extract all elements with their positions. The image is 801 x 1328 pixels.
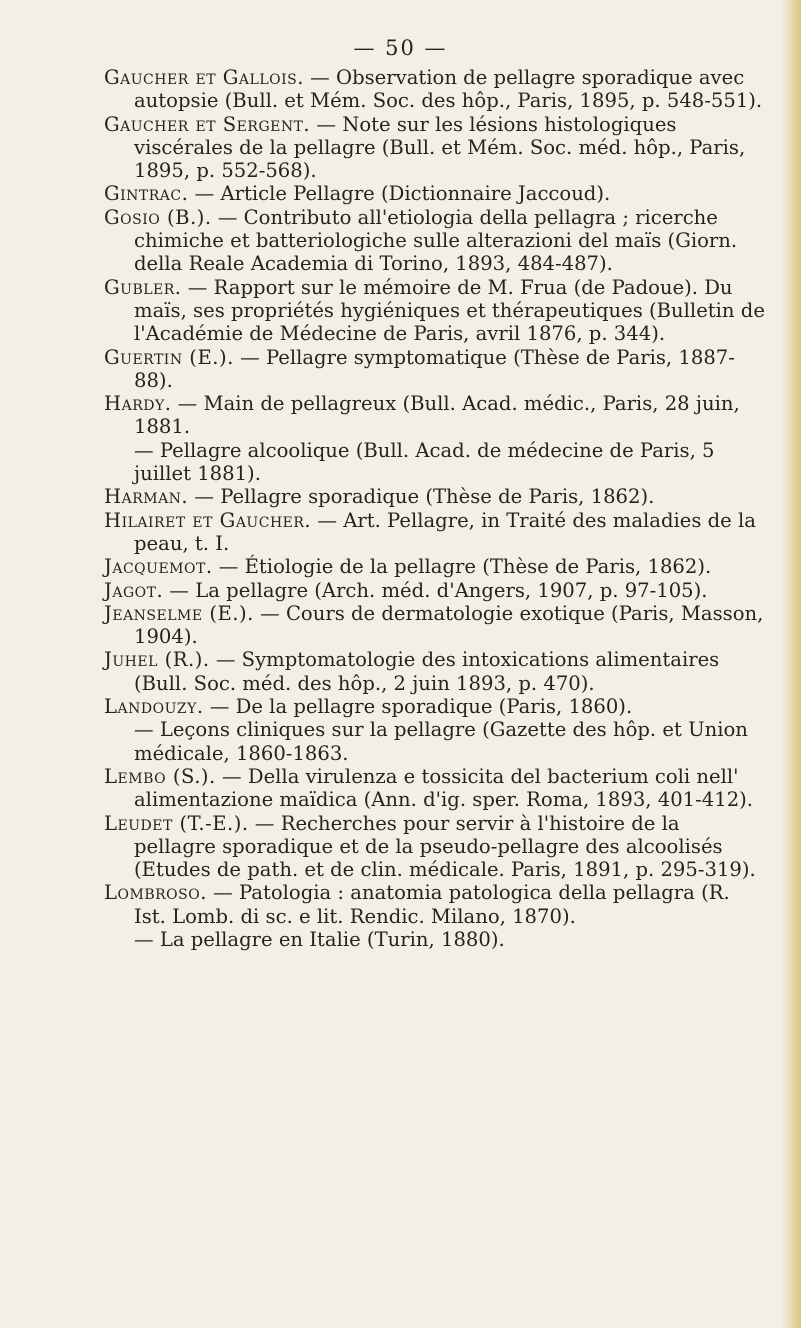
entry-separator: —	[181, 275, 214, 299]
entry-author: Jagot.	[104, 578, 164, 602]
entry-separator: —	[134, 718, 160, 742]
entry-text: De la pellagre sporadique (Paris, 1860).	[235, 695, 633, 719]
entry-author: Hardy.	[104, 392, 172, 416]
entry-author: Harman.	[104, 485, 189, 509]
entry-text: Art. Pellagre, in Traité des maladies de la peau, t. I.	[134, 508, 756, 555]
bibliography-entry	[104, 113, 766, 183]
bibliography-entry	[104, 718, 766, 765]
entry-separator: —	[233, 345, 266, 369]
entry-author: Jacquemot.	[104, 555, 213, 579]
entry-author: Lembo (S.).	[104, 764, 216, 788]
entry-text: Cours de dermatologie exotique (Paris, Masson, 1904).	[134, 601, 764, 649]
entry-separator: —	[211, 205, 244, 229]
entry-author: Juhel (R.).	[104, 648, 210, 672]
entry-separator: —	[253, 601, 286, 625]
entry-text: Pellagre alcoolique (Bull. Acad. de médecine de Paris, 5 juillet 1881).	[134, 438, 715, 486]
entry-separator: —	[310, 112, 343, 136]
entry-author: Gintrac.	[104, 182, 189, 206]
entry-text: Pellagre symptomatique (Thèse de Paris, 1887-88).	[134, 345, 735, 392]
entry-separator: —	[311, 508, 344, 532]
bibliography-entry	[104, 392, 766, 439]
bibliography-entry	[104, 555, 766, 578]
entry-text: Étiologie de la pellagre (Thèse de Paris, 1862).	[244, 555, 712, 579]
entry-author: Gaucher et Gallois.	[104, 66, 304, 89]
entry-author: Lombroso.	[104, 881, 207, 905]
bibliography-entry	[104, 812, 766, 882]
bibliography-entry	[104, 928, 766, 951]
entry-author: Gubler.	[104, 275, 182, 299]
entry-text: Contributo all'etiologia della pellagra ; ricerche chimiche et batteriologiche sulle alterazioni del maïs (Giorn. della Reale Academia di Torino, 1893, 484-487).	[134, 205, 738, 276]
entry-author: Gaucher et Sergent.	[104, 112, 311, 136]
bibliography-entry	[104, 485, 766, 508]
entry-author: Landouzy.	[104, 695, 204, 719]
entry-separator: —	[248, 811, 281, 835]
entry-author: Guertin (E.).	[104, 345, 234, 369]
entry-separator: —	[203, 695, 236, 719]
bibliography-entry	[104, 66, 766, 113]
entry-separator: —	[171, 392, 204, 416]
bibliography-entry	[104, 765, 766, 812]
bibliography-entry	[104, 346, 766, 393]
entry-text: Pellagre sporadique (Thèse de Paris, 1862).	[220, 485, 655, 509]
entry-separator: —	[206, 881, 239, 905]
entry-text: Note sur les lésions histologiques viscérales de la pellagre (Bull. et Mém. Soc. méd. hôp., Paris, 1895, p. 552-568).	[134, 112, 746, 183]
bibliography-entry	[104, 602, 766, 649]
bibliography-list	[104, 66, 766, 951]
entry-text: La pellagre en Italie (Turin, 1880).	[159, 927, 505, 951]
entry-separator: —	[215, 764, 248, 788]
entry-separator: —	[134, 927, 160, 951]
entry-text: Della virulenza e tossicita del bacterium coli nell' alimentazione maïdica (Ann. d'ig. sper. Roma, 1893, 401-412).	[134, 764, 754, 812]
bibliography-entry	[104, 648, 766, 695]
entry-separator: —	[163, 578, 196, 602]
entry-separator: —	[212, 555, 245, 579]
entry-separator: —	[188, 182, 221, 206]
bibliography-entry	[104, 206, 766, 276]
entry-text: Patologia : anatomia patologica della pellagra (R. Ist. Lomb. di sc. e lit. Rendic. Milano, 1870).	[134, 881, 730, 928]
entry-text: Rapport sur le mémoire de M. Frua (de Padoue). Du maïs, ses propriétés hygiéniques et thérapeutiques (Bulletin de l'Académie de Médecine de Paris, avril 1876, p. 344).	[134, 275, 765, 346]
bibliography-entry	[104, 439, 766, 486]
entry-text: Symptomatologie des intoxications alimentaires (Bull. Soc. méd. des hôp., 2 juin 1893, p. 470).	[134, 648, 720, 695]
entry-author: Jeanselme (E.).	[104, 601, 254, 625]
page-edge	[781, 0, 801, 1328]
bibliography-entry	[104, 579, 766, 602]
entry-author: Hilairet et Gaucher.	[104, 508, 312, 532]
entry-separator: —	[134, 438, 160, 462]
bibliography-entry	[104, 182, 766, 205]
bibliography-entry	[104, 276, 766, 346]
entry-author: Gosio (B.).	[104, 205, 212, 229]
bibliography-entry	[104, 695, 766, 718]
entry-text: Article Pellagre (Dictionnaire Jaccoud).	[220, 182, 611, 206]
entry-separator: —	[188, 485, 221, 509]
entry-author: Leudet (T.-E.).	[104, 811, 249, 835]
entry-text: Leçons cliniques sur la pellagre (Gazette des hôp. et Union médicale, 1860-1863.	[134, 718, 748, 765]
entry-text: Recherches pour servir à l'histoire de la pellagre sporadique et de la pseudo-pellagre des alcoolisés (Etudes de path. et de clin. médicale. Paris, 1891, p. 295-319).	[134, 811, 756, 882]
entry-separator: —	[303, 66, 337, 89]
entry-text: Observation de pellagre sporadique avec autopsie (Bull. et Mém. Soc. des hôp., Paris, 1895, p. 548-551).	[134, 66, 763, 113]
bibliography-entry	[104, 509, 766, 556]
entry-separator: —	[209, 648, 242, 672]
entry-text: La pellagre (Arch. méd. d'Angers, 1907, p. 97-105).	[195, 578, 708, 602]
page-number: — 50 —	[353, 36, 448, 60]
entry-text: Main de pellagreux (Bull. Acad. médic., Paris, 28 juin, 1881.	[134, 392, 740, 439]
bibliography-entry	[104, 881, 766, 928]
